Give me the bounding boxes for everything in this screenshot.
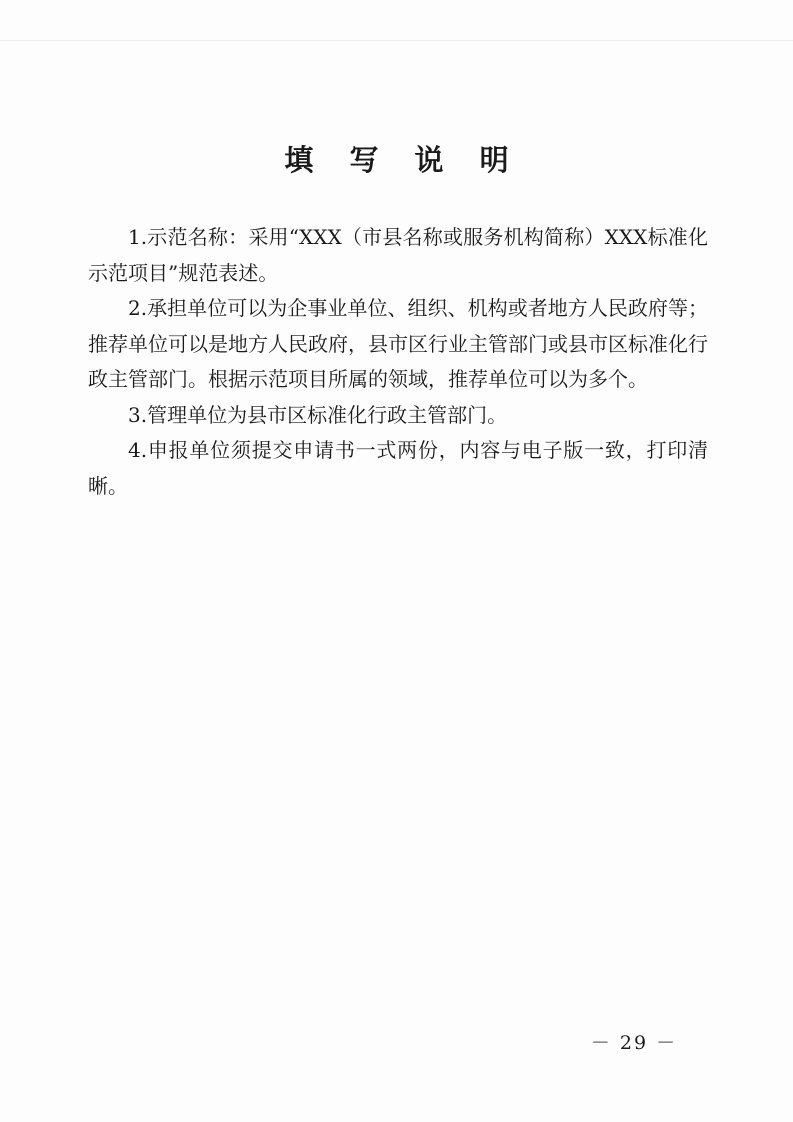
instruction-paragraph-2: 2.承担单位可以为企事业单位、组织、机构或者地方人民政府等；推荐单位可以是地方人民政府，县市区行业主管部门或县市区标准化行政主管部门。根据示范项目所属的领域，推荐单位可以为多个。 — [88, 296, 708, 391]
instructions-body — [88, 220, 708, 504]
instruction-paragraph-1: 1.示范名称：采用“XXX（市县名称或服务机构简称）XXX标准化示范项目”规范表述。 — [88, 225, 708, 285]
scan-edge-line — [0, 40, 793, 41]
instruction-paragraph-4: 4.申报单位须提交申请书一式两份，内容与电子版一致，打印清晰。 — [88, 438, 708, 498]
instruction-paragraph-3: 3.管理单位为县市区标准化行政主管部门。 — [128, 402, 508, 427]
page-number: － 29 － — [590, 1032, 678, 1054]
page-title: 填 写 说 明 — [284, 143, 522, 177]
